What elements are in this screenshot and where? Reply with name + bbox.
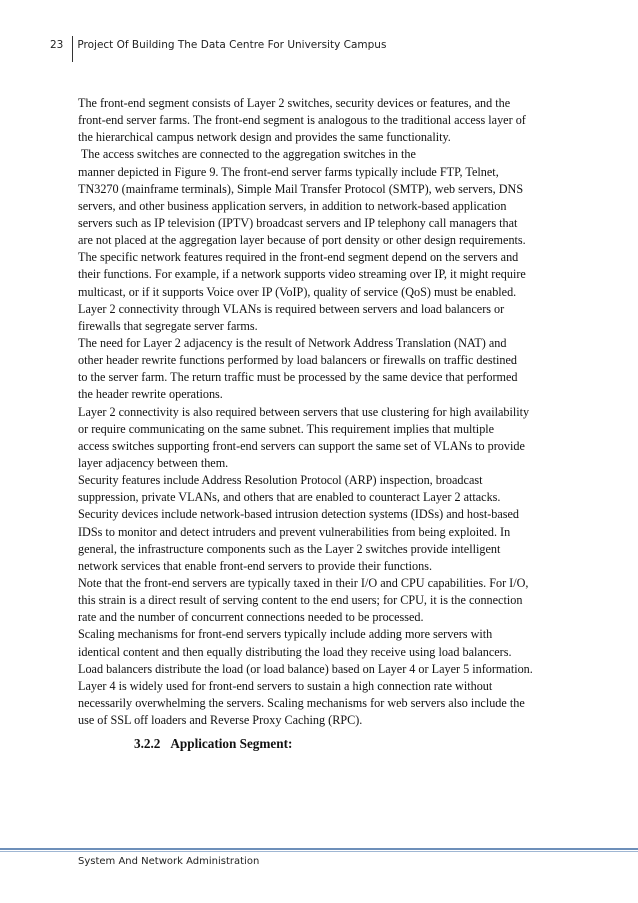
body-line: to the server farm. The return traffic must be processed by the same device that performed (78, 370, 518, 385)
body-line: The access switches are connected to the aggregation switches in the (78, 147, 416, 162)
body-line: access switches supporting front-end servers can support the same set of VLANs to provide (78, 438, 525, 453)
body-text (78, 95, 578, 729)
body-line: use of SSL off loaders and Reverse Proxy Caching (RPC). (78, 713, 363, 728)
body-line: IDSs to monitor and detect intruders and prevent vulnerabilities from being exploited. In (78, 524, 511, 539)
body-line: this strain is a direct result of serving content to the end users; for CPU, it is the connection (78, 593, 523, 608)
page-number: 23 (50, 39, 64, 51)
body-line: rate and the number of concurrent connections needed to be processed. (78, 610, 424, 625)
body-line: firewalls that segregate server farms. (78, 318, 258, 333)
body-line: Load balancers distribute the load (or load balance) based on Layer 4 or Layer 5 information. (78, 661, 533, 676)
body-line: manner depicted in Figure 9. The front-end server farms typically include FTP, Telnet, (78, 164, 499, 179)
body-line: Scaling mechanisms for front-end servers typically include adding more servers with (78, 627, 493, 642)
footer-text: System And Network Administration (78, 856, 260, 867)
body-line: their functions. For example, if a network supports video streaming over IP, it might require (78, 267, 526, 282)
body-line: necessarily overwhelming the servers. Scaling mechanisms for web servers also include the (78, 695, 525, 710)
section-heading (134, 736, 292, 752)
body-line: The specific network features required in the front-end segment depend on the servers and (78, 250, 519, 265)
body-line: layer adjacency between them. (78, 455, 229, 470)
body-line: TN3270 (mainframe terminals), Simple Mail Transfer Protocol (SMTP), web servers, DNS (78, 181, 524, 196)
body-line: or require communicating on the same subnet. This requirement implies that multiple (78, 421, 495, 436)
body-line: servers, and other business application servers, in addition to network-based application (78, 198, 507, 213)
body-line: the header rewrite operations. (78, 387, 223, 402)
footer-divider (0, 848, 638, 850)
section-number: 3.2.2 (134, 736, 161, 751)
header-title: Project Of Building The Data Centre For University Campus (77, 39, 387, 51)
footer-divider-thin (0, 851, 638, 852)
page-header (50, 35, 386, 55)
body-line: Layer 2 connectivity is also required between servers that use clustering for high availability (78, 404, 530, 419)
section-title: Application Segment: (170, 736, 293, 751)
body-line: suppression, private VLANs, and others that are enabled to counteract Layer 2 attacks. (78, 490, 501, 505)
header-divider (72, 36, 73, 62)
body-line: Security features include Address Resolution Protocol (ARP) inspection, broadcast (78, 473, 483, 488)
body-line: network services that enable front-end servers to provide their functions. (78, 558, 432, 573)
body-line: the hierarchical campus network design and provides the same functionality. (78, 130, 451, 145)
body-line: The need for Layer 2 adjacency is the result of Network Address Translation (NAT) and (78, 335, 507, 350)
body-line: Note that the front-end servers are typically taxed in their I/O and CPU capabilities. For I/O, (78, 575, 529, 590)
body-line: servers such as IP television (IPTV) broadcast servers and IP telephony call managers that (78, 215, 518, 230)
body-line: Layer 4 is widely used for front-end servers to sustain a high connection rate without (78, 678, 493, 693)
body-line: are not placed at the aggregation layer because of port density or other design requirements. (78, 233, 526, 248)
body-line: The front-end segment consists of Layer 2 switches, security devices or features, and the (78, 96, 511, 110)
body-line: Security devices include network-based intrusion detection systems (IDSs) and host-based (78, 507, 520, 522)
body-line: other header rewrite functions performed by load balancers or firewalls on traffic destined (78, 353, 518, 368)
body-line: front-end server farms. The front-end segment is analogous to the traditional access layer of (78, 113, 526, 128)
body-line: multicast, or if it supports Voice over IP (VoIP), quality of service (QoS) must be enabled. (78, 284, 517, 299)
body-line: general, the infrastructure components such as the Layer 2 switches provide intelligent (78, 541, 501, 556)
body-line: identical content and then equally distributing the load they receive using load balancers. (78, 644, 512, 659)
body-line: Layer 2 connectivity through VLANs is required between servers and load balancers or (78, 301, 505, 316)
